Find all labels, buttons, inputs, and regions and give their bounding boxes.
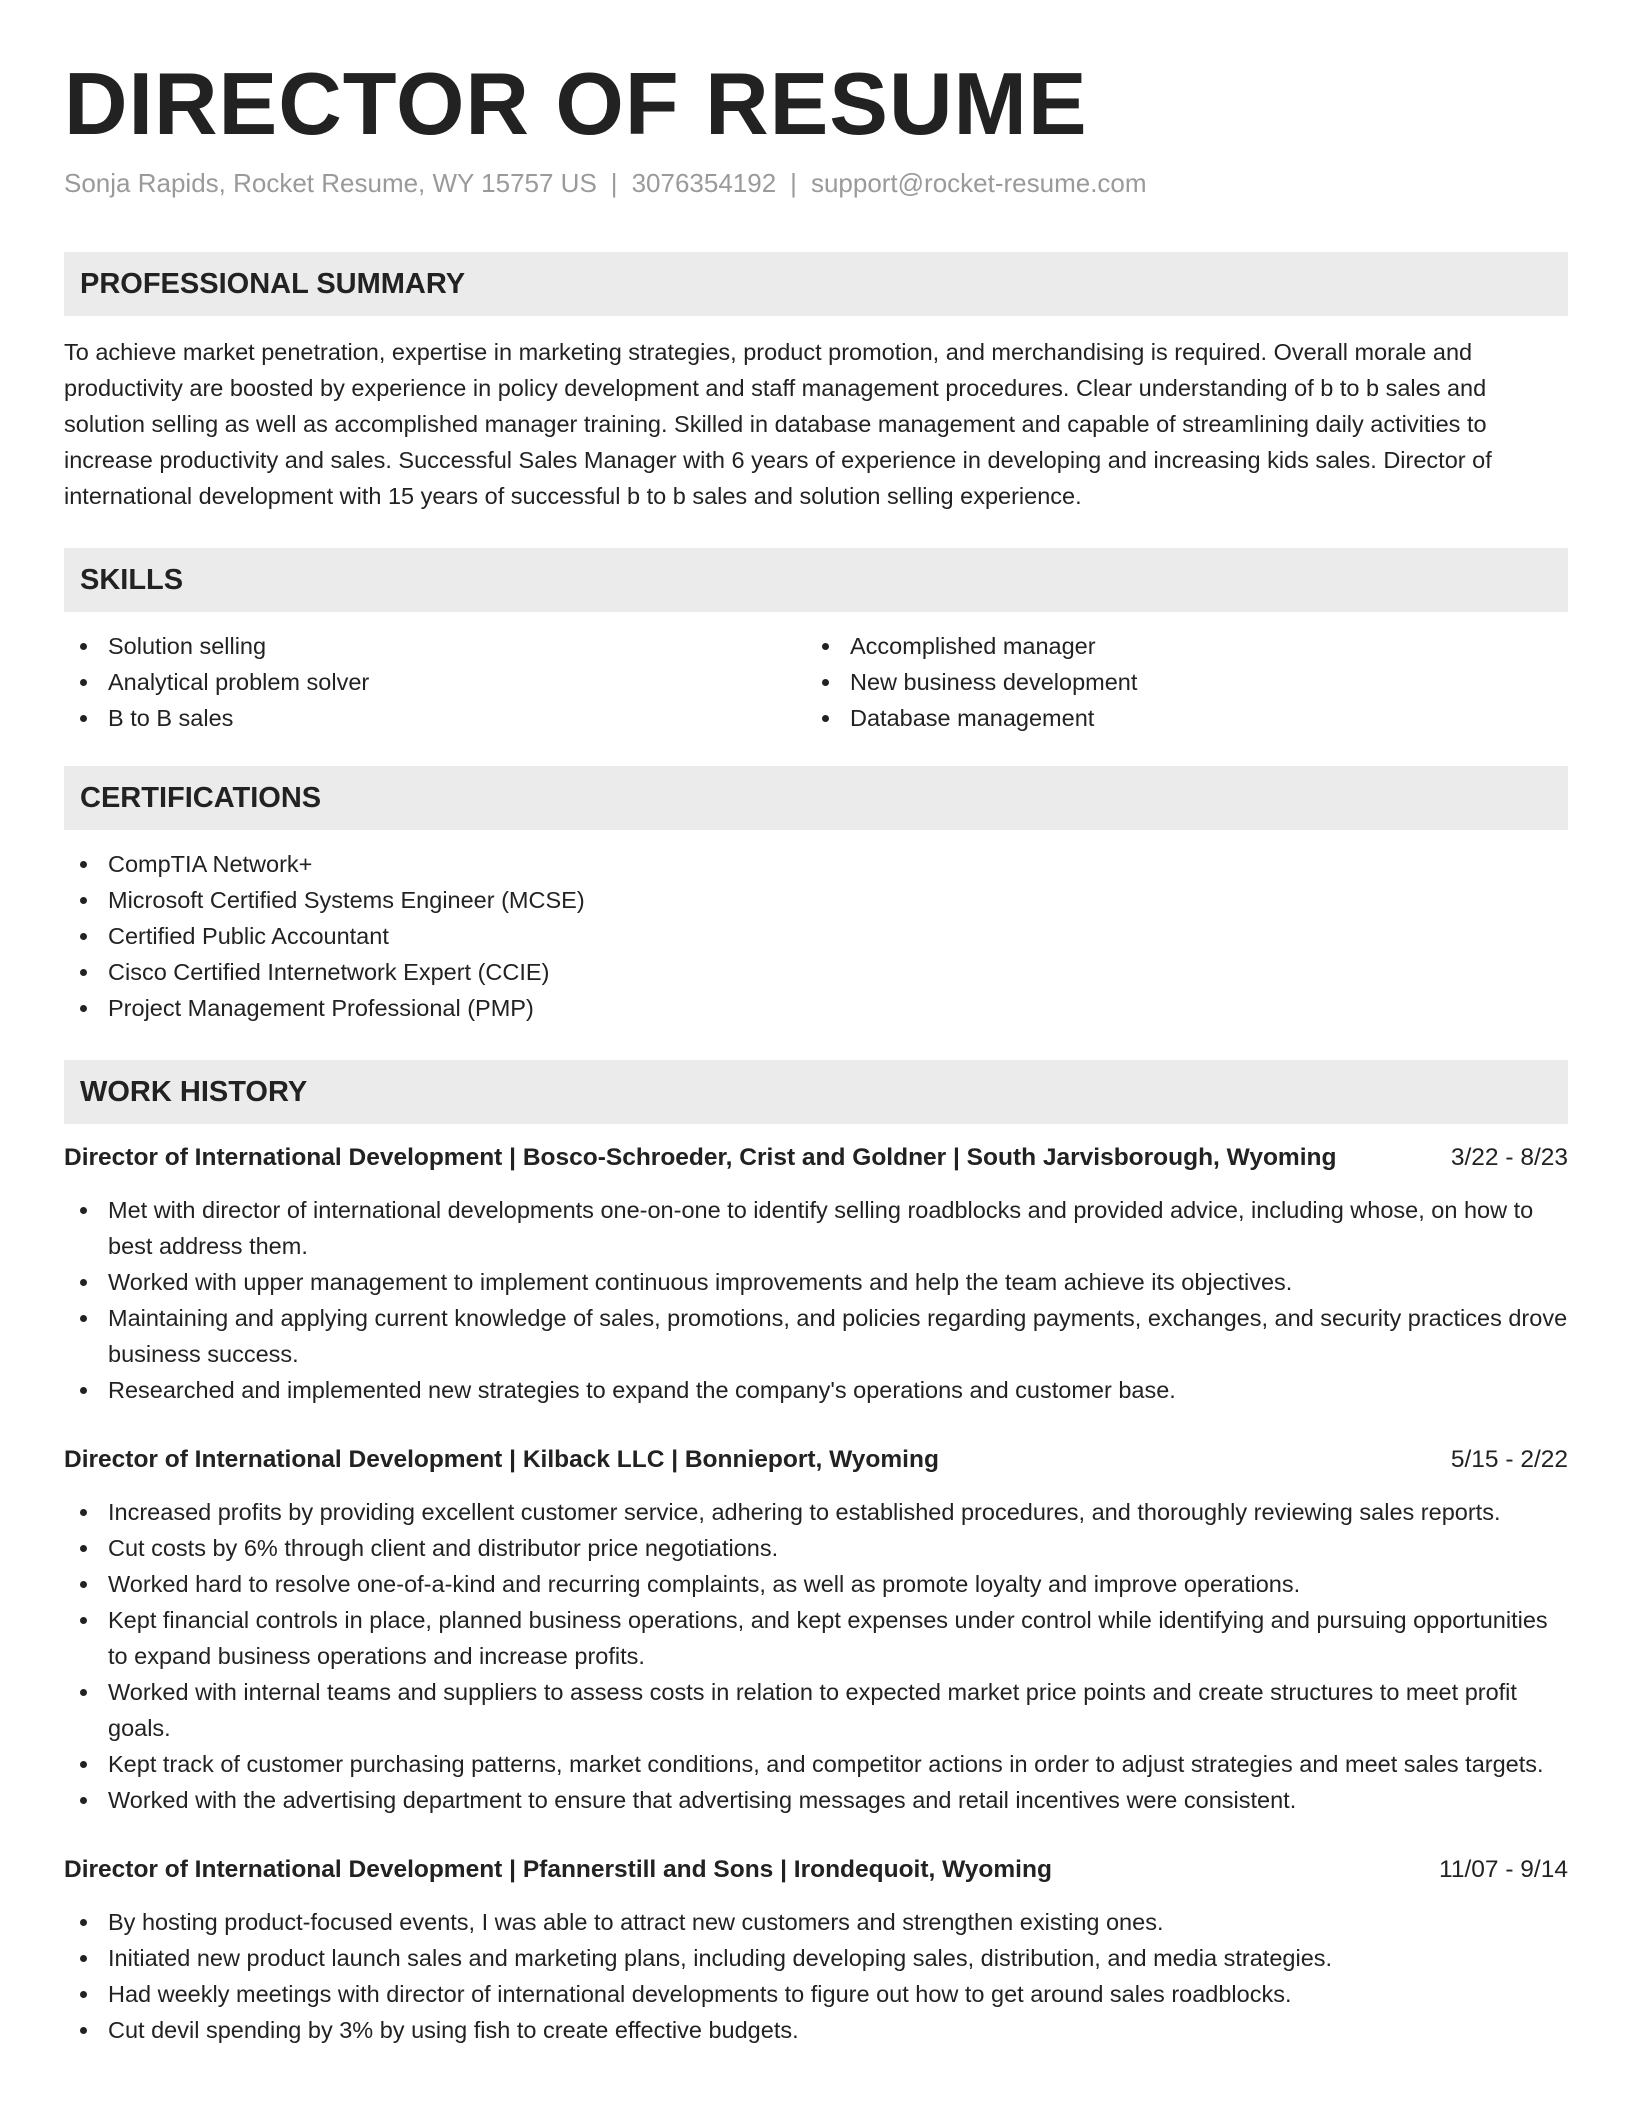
skills-list-right — [806, 628, 1548, 736]
job-title: Director of International Development | Kilback LLC | Bonnieport, Wyoming — [64, 1446, 939, 1473]
job-header — [64, 1442, 1568, 1478]
job-bullet: Worked with the advertising department to ensure that advertising messages and retail incentives were consistent. — [64, 1782, 1568, 1818]
job-bullet: Cut costs by 6% through client and distributor price negotiations. — [64, 1530, 1568, 1566]
certifications-list — [64, 846, 1568, 1026]
job-bullets — [64, 1192, 1568, 1408]
skill-item: Accomplished manager — [806, 628, 1548, 664]
skill-item: B to B sales — [64, 700, 806, 736]
skills-list-left — [64, 628, 806, 736]
job-bullet: Met with director of international developments one-on-one to identify selling roadblocks and provided advice, including whose, on how to best address them. — [64, 1192, 1568, 1264]
certification-item: Cisco Certified Internetwork Expert (CCIE) — [64, 954, 1568, 990]
job-entry — [64, 1442, 1568, 1818]
job-bullet: Had weekly meetings with director of international developments to figure out how to get around sales roadblocks. — [64, 1976, 1568, 2012]
job-entry — [64, 1852, 1568, 2048]
skill-item: New business development — [806, 664, 1548, 700]
summary-text: To achieve market penetration, expertise in marketing strategies, product promotion, and merchandising is required. Overall morale and productivity are boosted by experience in policy development and staff management procedures. Clear understanding of b to b sales and solution selling as well as accomplished manager training. Skilled in database management and capable of streamlining daily activities to increase productivity and sales. Successful Sales Manager with 6 years of experience in developing and increasing kids sales. Director of international development with 15 years of successful b to b sales and solution selling experience. — [64, 339, 1492, 509]
candidate-name: DIRECTOR OF RESUME — [64, 54, 1088, 153]
job-title: Director of International Development | Pfannerstill and Sons | Irondequoit, Wyoming — [64, 1856, 1052, 1883]
work-history-heading: WORK HISTORY — [64, 1060, 1568, 1124]
job-bullet: Maintaining and applying current knowledge of sales, promotions, and policies regarding payments, exchanges, and security practices drove business success. — [64, 1300, 1568, 1372]
job-header — [64, 1140, 1568, 1176]
job-bullet: Worked hard to resolve one-of-a-kind and recurring complaints, as well as promote loyalty and improve operations. — [64, 1566, 1568, 1602]
skill-item: Analytical problem solver — [64, 664, 806, 700]
job-bullet: Kept track of customer purchasing patterns, market conditions, and competitor actions in order to adjust strategies and meet sales targets. — [64, 1746, 1568, 1782]
skill-item: Solution selling — [64, 628, 806, 664]
skills-heading: SKILLS — [64, 548, 1568, 612]
job-bullet: By hosting product-focused events, I was able to attract new customers and strengthen existing ones. — [64, 1904, 1568, 1940]
certifications-heading: CERTIFICATIONS — [64, 766, 1568, 830]
job-bullet: Cut devil spending by 3% by using fish to create effective budgets. — [64, 2012, 1568, 2048]
job-bullet: Worked with upper management to implement continuous improvements and help the team achieve its objectives. — [64, 1264, 1568, 1300]
job-bullet: Researched and implemented new strategies to expand the company's operations and customer base. — [64, 1372, 1568, 1408]
contact-line — [64, 166, 1568, 200]
job-title: Director of International Development | Bosco-Schroeder, Crist and Goldner | South Jarvisborough, Wyoming — [64, 1144, 1337, 1171]
skills-grid — [64, 628, 1568, 736]
job-header — [64, 1852, 1568, 1888]
job-bullets — [64, 1494, 1568, 1818]
job-entry — [64, 1140, 1568, 1408]
job-dates: 5/15 - 2/22 — [1450, 1446, 1568, 1473]
certification-item: Project Management Professional (PMP) — [64, 990, 1568, 1026]
job-dates: 3/22 - 8/23 — [1450, 1144, 1568, 1171]
job-bullet: Worked with internal teams and suppliers to assess costs in relation to expected market price points and create structures to meet profit goals. — [64, 1674, 1568, 1746]
summary-heading: PROFESSIONAL SUMMARY — [64, 252, 1568, 316]
certification-item: Certified Public Accountant — [64, 918, 1568, 954]
contact-phone: 3076354192 — [631, 168, 777, 198]
job-bullet: Initiated new product launch sales and marketing plans, including developing sales, distribution, and media strategies. — [64, 1940, 1568, 1976]
resume-page — [64, 0, 1568, 2048]
certification-item: CompTIA Network+ — [64, 846, 1568, 882]
job-bullet: Kept financial controls in place, planned business operations, and kept expenses under control while identifying and pursuing opportunities to expand business operations and increase profits. — [64, 1602, 1568, 1674]
contact-address: Sonja Rapids, Rocket Resume, WY 15757 US — [64, 168, 597, 198]
contact-separator: | — [790, 168, 797, 198]
certification-item: Microsoft Certified Systems Engineer (MCSE) — [64, 882, 1568, 918]
skill-item: Database management — [806, 700, 1548, 736]
contact-separator: | — [610, 168, 618, 198]
job-dates: 11/07 - 9/14 — [1439, 1856, 1568, 1883]
job-bullet: Increased profits by providing excellent customer service, adhering to established procedures, and thoroughly reviewing sales reports. — [64, 1494, 1568, 1530]
contact-email: support@rocket-resume.com — [810, 168, 1147, 198]
job-bullets — [64, 1904, 1568, 2048]
